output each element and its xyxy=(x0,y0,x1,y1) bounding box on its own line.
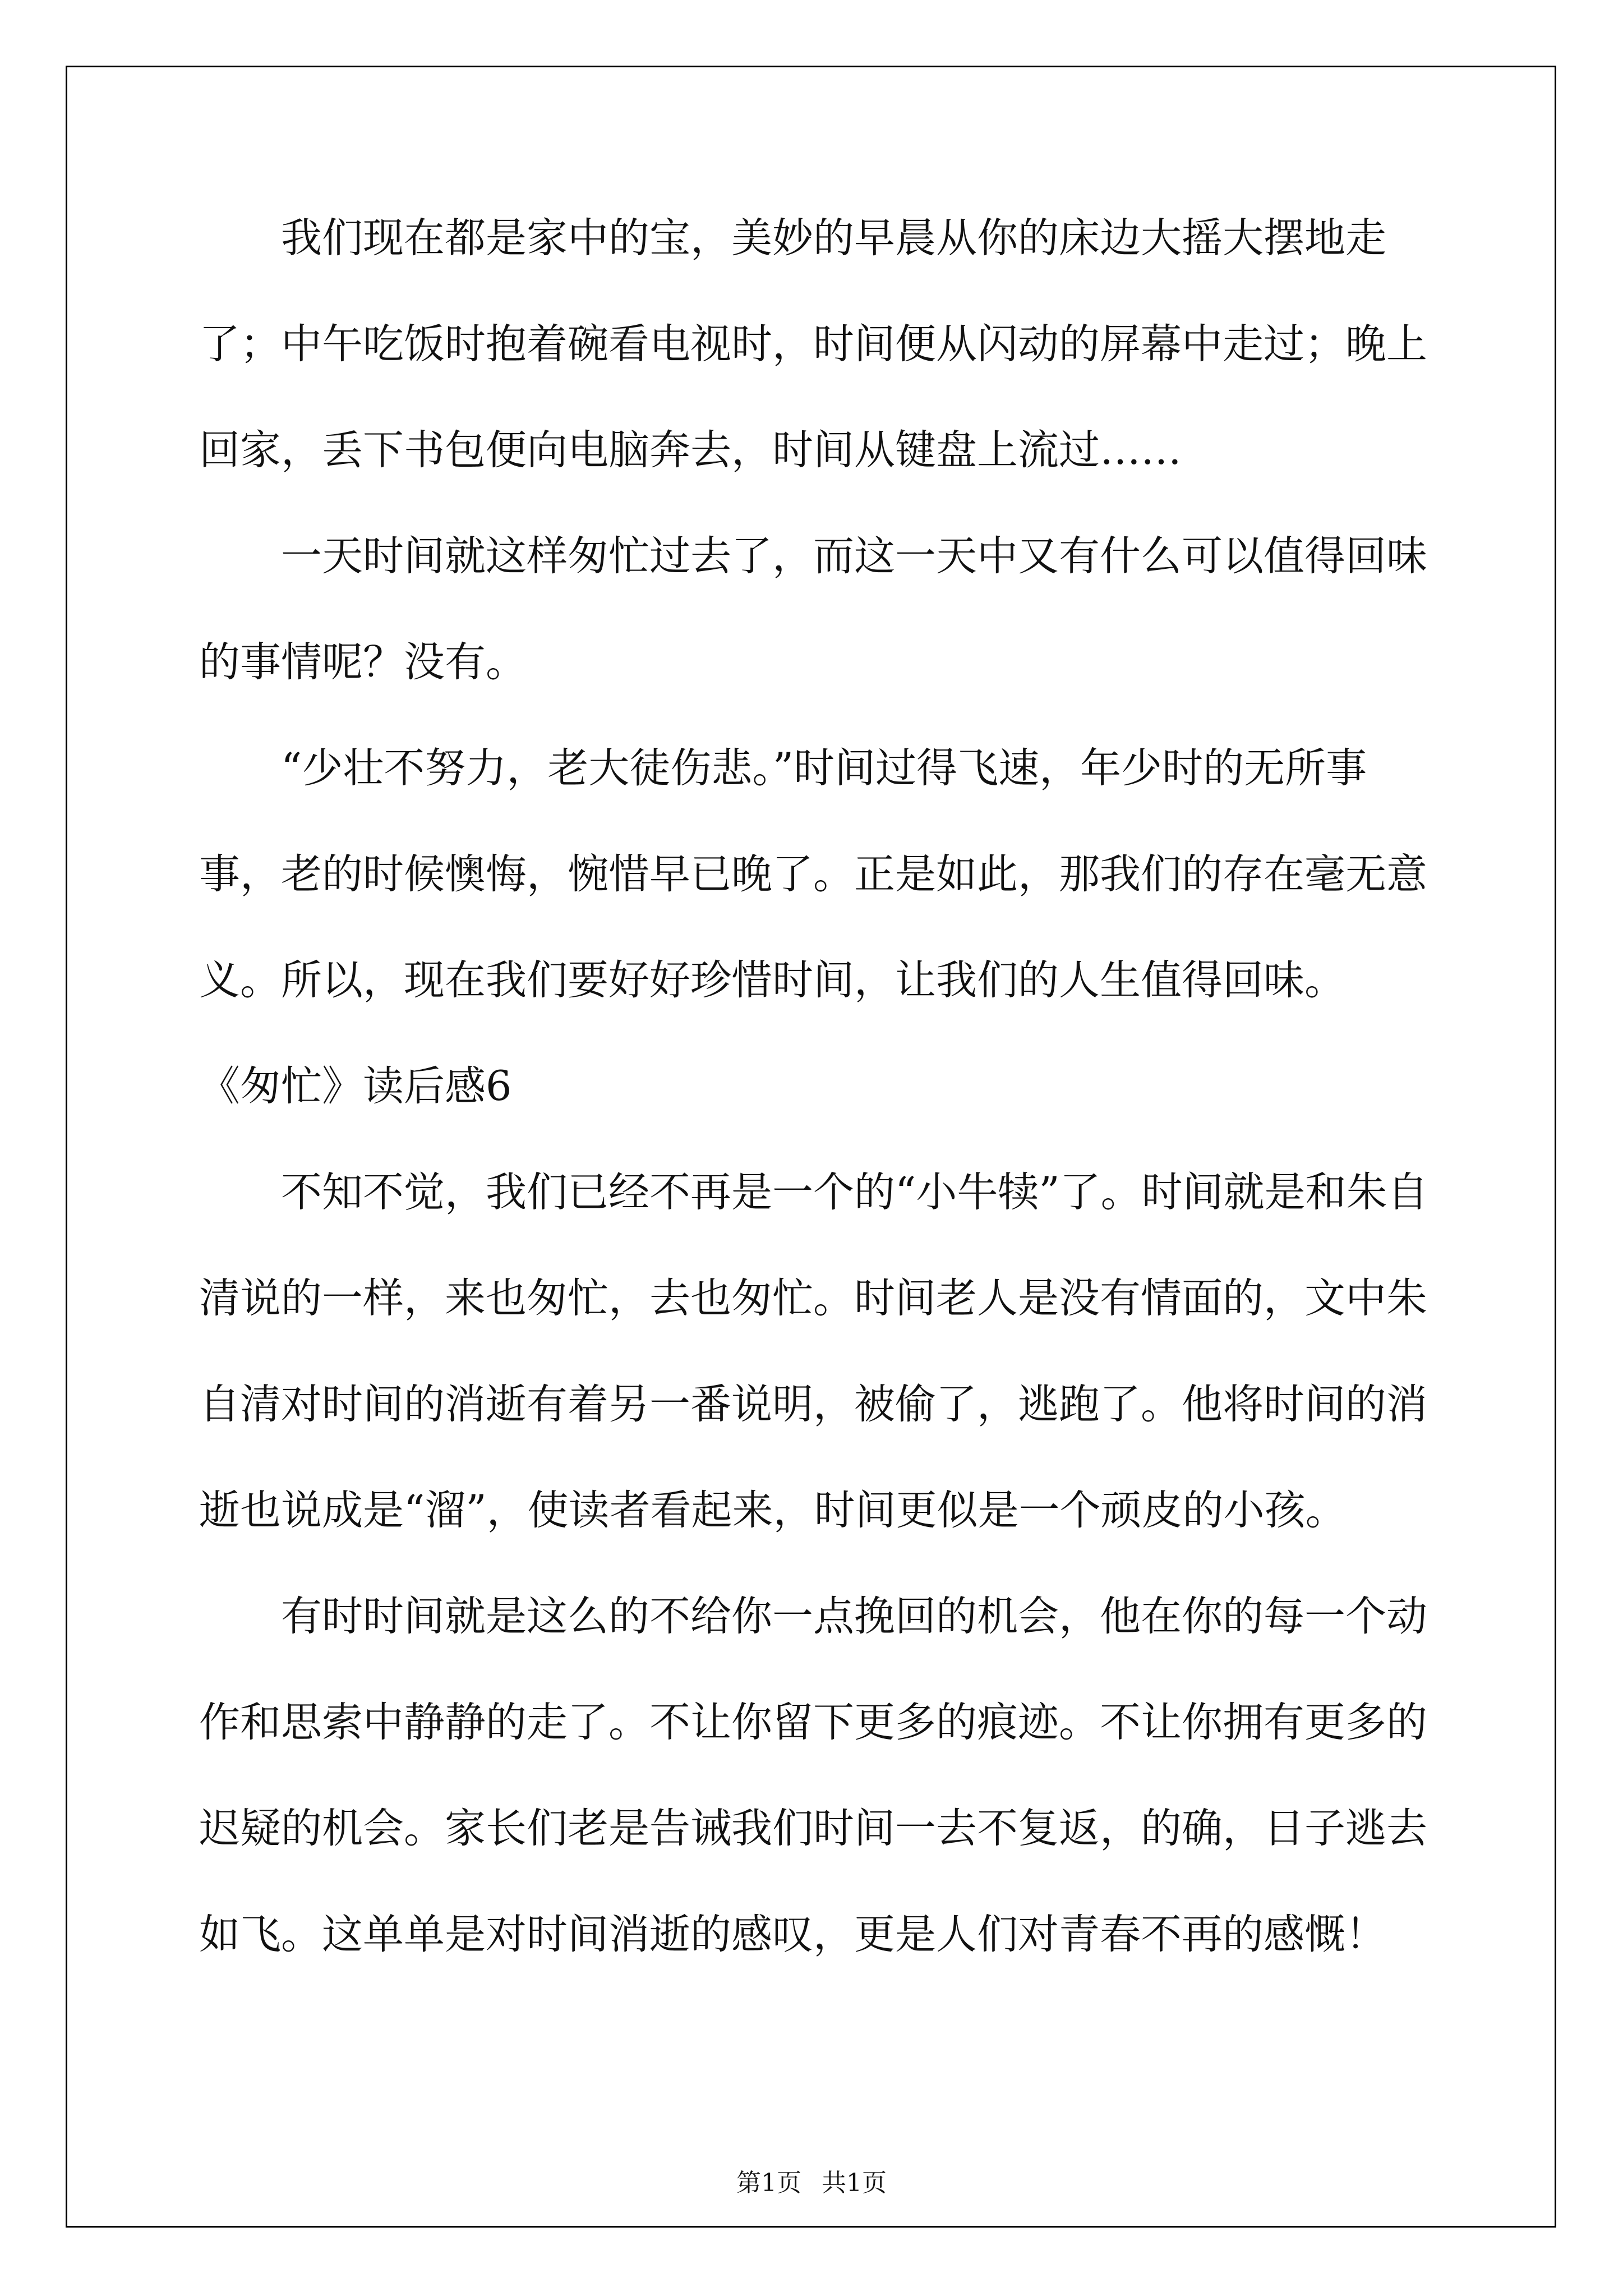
page-total: 共1页 xyxy=(822,2169,887,2197)
paragraph: 有时时间就是这么的不给你一点挽回的机会，他在你的每一个动作和思索中静静的走了。不让你留下更多的痕迹。不让你拥有更多的迟疑的机会。家长们老是告诫我们时间一去不复返，的确，日子逃去如飞。这单单是对时间消逝的感叹，更是人们对青春不再的感慨！ xyxy=(199,1593,1427,1958)
paragraph: 不知不觉，我们已经不再是一个的“小牛犊”了。时间就是和朱自清说的一样，来也匆忙，去也匆忙。时间老人是没有情面的，文中朱自清对时间的消逝有着另一番说明，被偷了，逃跑了。他将时间的消逝也说成是“溜”，使读者看起来，时间更似是一个顽皮的小孩。 xyxy=(199,1168,1428,1534)
document-body xyxy=(199,185,1433,1987)
section-heading: 《匆忙》读后感6 xyxy=(199,1062,512,1110)
page-footer xyxy=(0,2162,1623,2198)
paragraph: 我们现在都是家中的宝，美妙的早晨从你的床边大摇大摆地走了；中午吃饭时抱着碗看电视时，时间便从闪动的屏幕中走过；晚上回家，丢下书包便向电脑奔去，时间从键盘上流过…… xyxy=(199,214,1427,474)
page-number: 第1页 xyxy=(736,2169,801,2197)
paragraph: “少壮不努力，老大徒伤悲。”时间过得飞速，年少时的无所事事，老的时候懊悔，惋惜早已晚了。正是如此，那我们的存在毫无意义。所以，现在我们要好好珍惜时间，让我们的人生值得回味。 xyxy=(199,744,1427,1004)
paragraph: 一天时间就这样匆忙过去了，而这一天中又有什么可以值得回味的事情呢？没有。 xyxy=(199,532,1427,686)
